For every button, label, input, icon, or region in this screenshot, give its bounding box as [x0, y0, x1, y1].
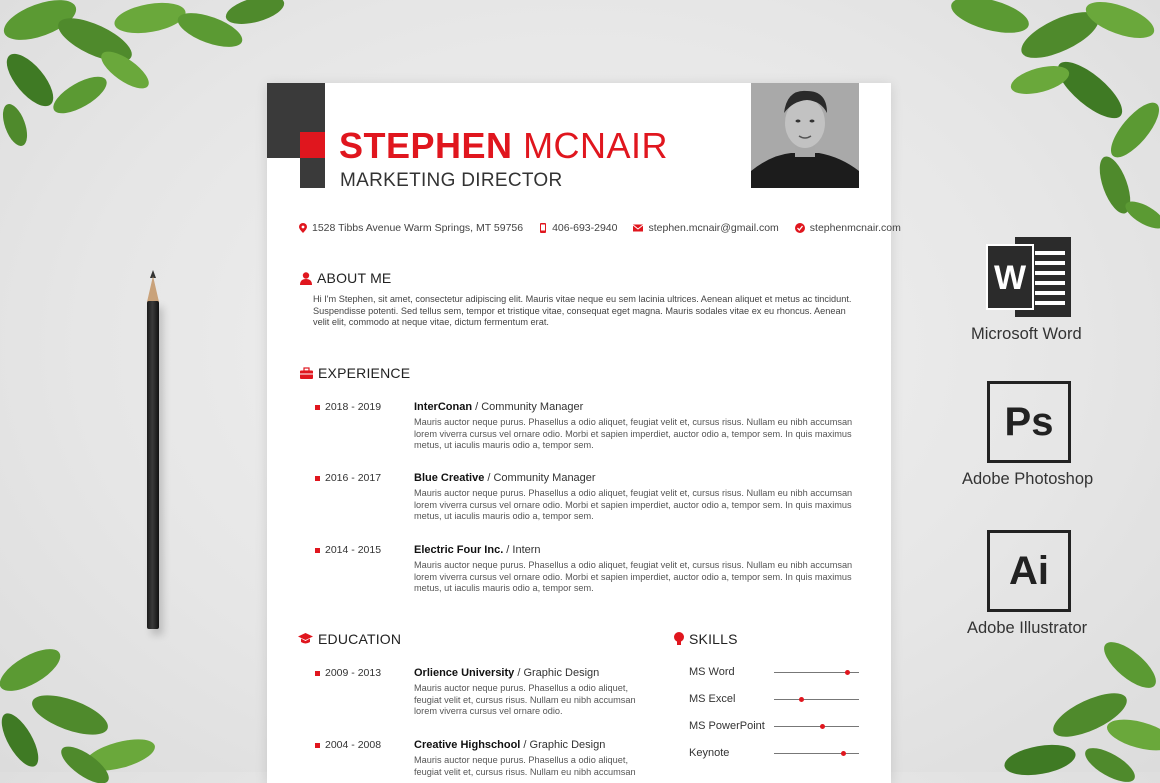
entry-title: [414, 667, 599, 679]
experience-heading: [300, 365, 410, 381]
last-name: MCNAIR: [523, 125, 669, 166]
skill-bar: [774, 699, 859, 700]
skills-heading: [674, 631, 738, 647]
role-text: / Intern: [503, 544, 541, 556]
about-heading: [300, 270, 391, 286]
photoshop-icon: [987, 381, 1071, 463]
bullet-square: [315, 548, 320, 553]
skill-level-marker: [841, 751, 846, 756]
graduation-cap-icon: [298, 633, 313, 645]
job-title: MARKETING DIRECTOR: [340, 170, 563, 191]
skill-level-marker: [799, 697, 804, 702]
company-name: Blue Creative: [414, 472, 485, 484]
date-text: 2009 - 2013: [325, 667, 382, 679]
contact-address: [299, 222, 523, 234]
website-text: stephenmcnair.com: [809, 222, 901, 234]
profile-photo: [751, 83, 859, 188]
education-heading-text: EDUCATION: [318, 631, 402, 647]
entry-description: Mauris auctor neque purus. Phasellus a odio aliquet, feugiat velit et, cursus risus. Nullam eu nibh accumsan lorem viverra cursus vel ornare odio. Morbi et sapien imperdiet, auctor odio a, tempor sem. In quis maximus metus, ut iaculis mauris odio a, tempor sem.: [414, 560, 853, 594]
entry-title: [414, 401, 583, 413]
education-heading: [298, 631, 401, 647]
skill-label: Keynote: [689, 747, 730, 759]
entry-date: [315, 472, 381, 484]
contact-phone: [539, 222, 617, 234]
illustrator-glyph: Ai: [1009, 548, 1049, 593]
field-text: / Graphic Design: [514, 667, 600, 679]
word-icon: [987, 237, 1073, 317]
entry-date: [315, 544, 381, 556]
globe-icon: [795, 223, 805, 233]
company-name: InterConan: [414, 401, 473, 413]
skill-label: MS Excel: [689, 693, 736, 705]
bullet-square: [315, 476, 320, 481]
word-glyph: W: [993, 259, 1027, 297]
contact-line: [299, 220, 901, 236]
about-text: Hi I'm Stephen, sit amet, consectetur adipiscing elit. Mauris vitae neque eu sem lacinia ultrices. Aenean aliquet et metus ac tincidunt. Suspendisse potenti. Sed tellus sem, tempor et tristique vitae, consequat eget magna. Mauris sodales vitae ex eu rhoncus. Aenean velit elit, commodo at neque vitae, dictum fermentum erat.: [313, 294, 852, 328]
date-text: 2016 - 2017: [325, 472, 382, 484]
lightbulb-icon: [674, 632, 684, 646]
foliage-top-right: [940, 0, 1160, 235]
resume-name: [339, 125, 668, 167]
entry-title: [414, 472, 596, 484]
role-text: / Community Manager: [472, 401, 584, 413]
foliage-top-left: [0, 0, 300, 150]
bullet-square: [315, 405, 320, 410]
photoshop-label: Adobe Photoshop: [962, 470, 1094, 488]
company-name: Electric Four Inc.: [414, 544, 504, 556]
entry-description: Mauris auctor neque purus. Phasellus a odio aliquet, feugiat velit et, cursus risus. Nullam eu nibh accumsan: [414, 755, 636, 777]
phone-icon: [539, 223, 547, 233]
contact-email[interactable]: [633, 222, 778, 234]
date-text: 2004 - 2008: [325, 739, 382, 751]
entry-description: Mauris auctor neque purus. Phasellus a odio aliquet, feugiat velit et, cursus risus. Nullam eu nibh accumsan lorem viverra cursus vel ornare odio. Morbi et sapien imperdiet, auctor odio a, tempor sem. In quis maximus metus, ut iaculis mauris odio a, tempor sem.: [414, 488, 853, 522]
location-pin-icon: [299, 223, 307, 233]
contact-website[interactable]: [795, 222, 901, 234]
skills-heading-text: SKILLS: [689, 631, 738, 647]
entry-title: [414, 544, 541, 556]
address-text: 1528 Tibbs Avenue Warm Springs, MT 59756: [312, 222, 524, 234]
about-heading-text: ABOUT ME: [317, 270, 392, 286]
bullet-square: [315, 671, 320, 676]
entry-date: [315, 401, 381, 413]
entry-title: [414, 739, 605, 751]
bullet-square: [315, 743, 320, 748]
date-text: 2018 - 2019: [325, 401, 382, 413]
role-text: / Community Manager: [484, 472, 596, 484]
field-text: / Graphic Design: [520, 739, 606, 751]
entry-date: [315, 739, 381, 751]
word-label: Microsoft Word: [971, 325, 1082, 343]
skill-bar: [774, 753, 859, 754]
experience-heading-text: EXPERIENCE: [318, 365, 411, 381]
phone-text: 406-693-2940: [552, 222, 618, 234]
header-dark-block-2: [300, 158, 325, 188]
skill-level-marker: [845, 670, 850, 675]
illustrator-label: Adobe Illustrator: [967, 619, 1088, 637]
first-name: STEPHEN: [339, 125, 513, 166]
foliage-bottom-right: [990, 645, 1160, 772]
email-text: stephen.mcnair@gmail.com: [648, 222, 779, 234]
photoshop-glyph: Ps: [1004, 399, 1054, 444]
entry-date: [315, 667, 381, 679]
skill-level-marker: [820, 724, 825, 729]
school-name: Orlience University: [414, 667, 515, 679]
pencil: [146, 270, 160, 630]
skill-bar: [774, 726, 859, 727]
illustrator-icon: [987, 530, 1071, 612]
school-name: Creative Highschool: [414, 739, 521, 751]
header-red-block: [300, 132, 325, 158]
entry-description: Mauris auctor neque purus. Phasellus a odio aliquet, feugiat velit et, cursus risus. Nullam eu nibh accumsan lorem viverra cursus vel ornare odio. Morbi et sapien imperdiet, auctor odio a, tempor sem. In quis maximus metus, ut iaculis mauris odio a, tempor sem.: [414, 417, 853, 451]
skill-label: MS PowerPoint: [689, 720, 765, 732]
date-text: 2014 - 2015: [325, 544, 382, 556]
entry-description: Mauris auctor neque purus. Phasellus a odio aliquet, feugiat velit et, cursus risus. Nullam eu nibh accumsan lorem viverra cursus vel ornare odio.: [414, 683, 636, 717]
user-icon: [300, 272, 312, 285]
briefcase-icon: [300, 368, 313, 379]
skill-label: MS Word: [689, 666, 735, 678]
foliage-bottom-left: [0, 630, 170, 772]
resume-page: [267, 83, 901, 783]
email-icon: [633, 223, 643, 233]
